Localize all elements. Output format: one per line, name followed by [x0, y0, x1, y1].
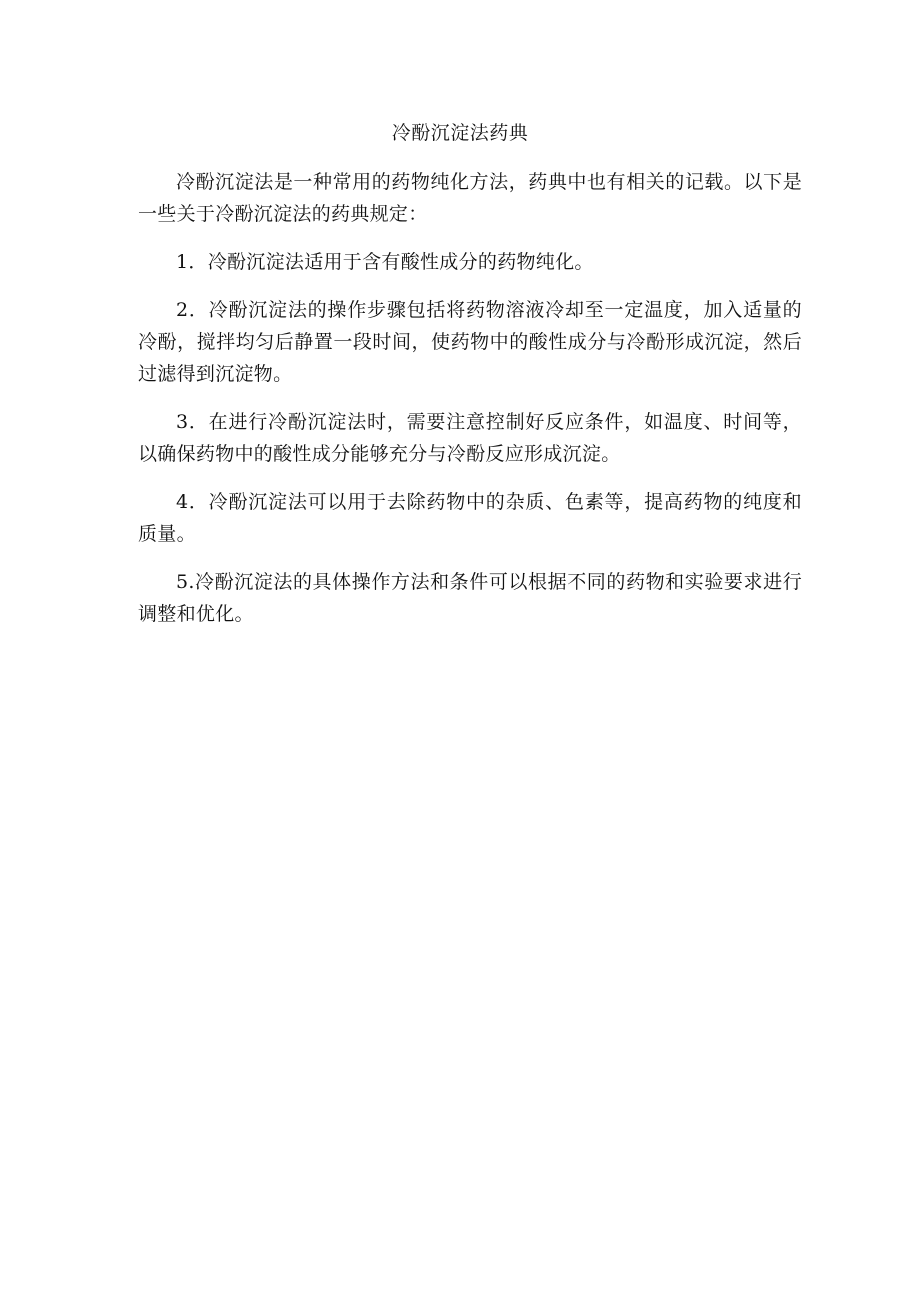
- document-body: [138, 166, 802, 646]
- paragraph-item-4: 4．冷酚沉淀法可以用于去除药物中的杂质、色素等，提高药物的纯度和质量。: [138, 491, 802, 545]
- paragraph-item-3: 3．在进行冷酚沉淀法时，需要注意控制好反应条件，如温度、时间等，以确保药物中的酸性成分能够充分与冷酚反应形成沉淀。: [138, 411, 802, 465]
- paragraph-intro: 冷酚沉淀法是一种常用的药物纯化方法，药典中也有相关的记载。以下是一些关于冷酚沉淀法的药典规定：: [138, 171, 802, 225]
- paragraph-item-1: 1．冷酚沉淀法适用于含有酸性成分的药物纯化。: [176, 251, 594, 273]
- paragraph-item-2: 2．冷酚沉淀法的操作步骤包括将药物溶液冷却至一定温度，加入适量的冷酚，搅拌均匀后静置一段时间，使药物中的酸性成分与冷酚形成沉淀，然后过滤得到沉淀物。: [138, 299, 802, 385]
- paragraph-item-5: 5.冷酚沉淀法的具体操作方法和条件可以根据不同的药物和实验要求进行调整和优化。: [138, 571, 802, 625]
- document-title: 冷酚沉淀法药典: [391, 122, 529, 144]
